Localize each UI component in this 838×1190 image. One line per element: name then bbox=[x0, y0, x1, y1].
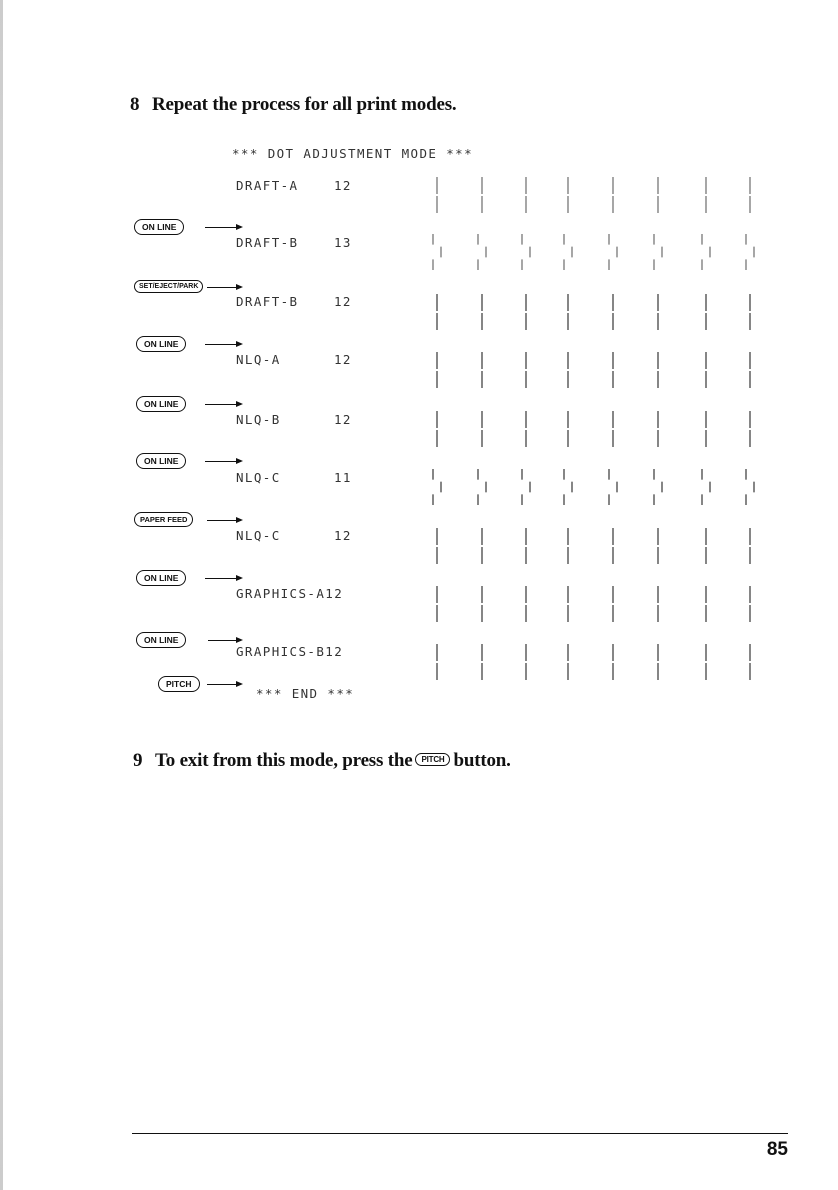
mode-name: NLQ-B bbox=[236, 412, 281, 427]
mode-name: DRAFT-B bbox=[236, 235, 299, 250]
paper-feed-key: PAPER FEED bbox=[134, 512, 193, 527]
footer-rule bbox=[132, 1133, 788, 1134]
mode-value: 11 bbox=[334, 470, 352, 485]
step-number: 9 bbox=[133, 750, 143, 771]
mode-header: *** DOT ADJUSTMENT MODE *** bbox=[232, 146, 473, 161]
on-line-key: ON LINE bbox=[136, 570, 186, 586]
on-line-key: ON LINE bbox=[136, 396, 186, 412]
step-number: 8 bbox=[130, 94, 140, 115]
mode-value: 12 bbox=[334, 294, 352, 309]
on-line-key: ON LINE bbox=[134, 219, 184, 235]
mode-value: 12 bbox=[334, 178, 352, 193]
mode-name: GRAPHICS-A12 bbox=[236, 586, 344, 601]
mode-value: 12 bbox=[334, 352, 352, 367]
mode-name: NLQ-C bbox=[236, 470, 281, 485]
mode-name: GRAPHICS-B12 bbox=[236, 644, 344, 659]
end-line: *** END *** bbox=[256, 686, 355, 701]
mode-name: NLQ-C bbox=[236, 528, 281, 543]
set-eject-park-key: SET/EJECT/PARK bbox=[134, 280, 203, 293]
mode-value: 13 bbox=[334, 235, 352, 250]
mode-value: 12 bbox=[334, 528, 352, 543]
pitch-key-inline: PITCH bbox=[415, 753, 450, 766]
mode-name: DRAFT-B bbox=[236, 294, 299, 309]
pitch-key: PITCH bbox=[158, 676, 200, 692]
mode-name: NLQ-A bbox=[236, 352, 281, 367]
step-text: To exit from this mode, press the bbox=[155, 750, 413, 771]
mode-name: DRAFT-A bbox=[236, 178, 299, 193]
step-text: Repeat the process for all print modes. bbox=[152, 94, 457, 115]
on-line-key: ON LINE bbox=[136, 453, 186, 469]
on-line-key: ON LINE bbox=[136, 336, 186, 352]
mode-value: 12 bbox=[334, 412, 352, 427]
step-9 bbox=[133, 750, 511, 772]
on-line-key: ON LINE bbox=[136, 632, 186, 648]
step-text-end: button. bbox=[453, 750, 511, 771]
page-number: 85 bbox=[766, 1139, 788, 1160]
